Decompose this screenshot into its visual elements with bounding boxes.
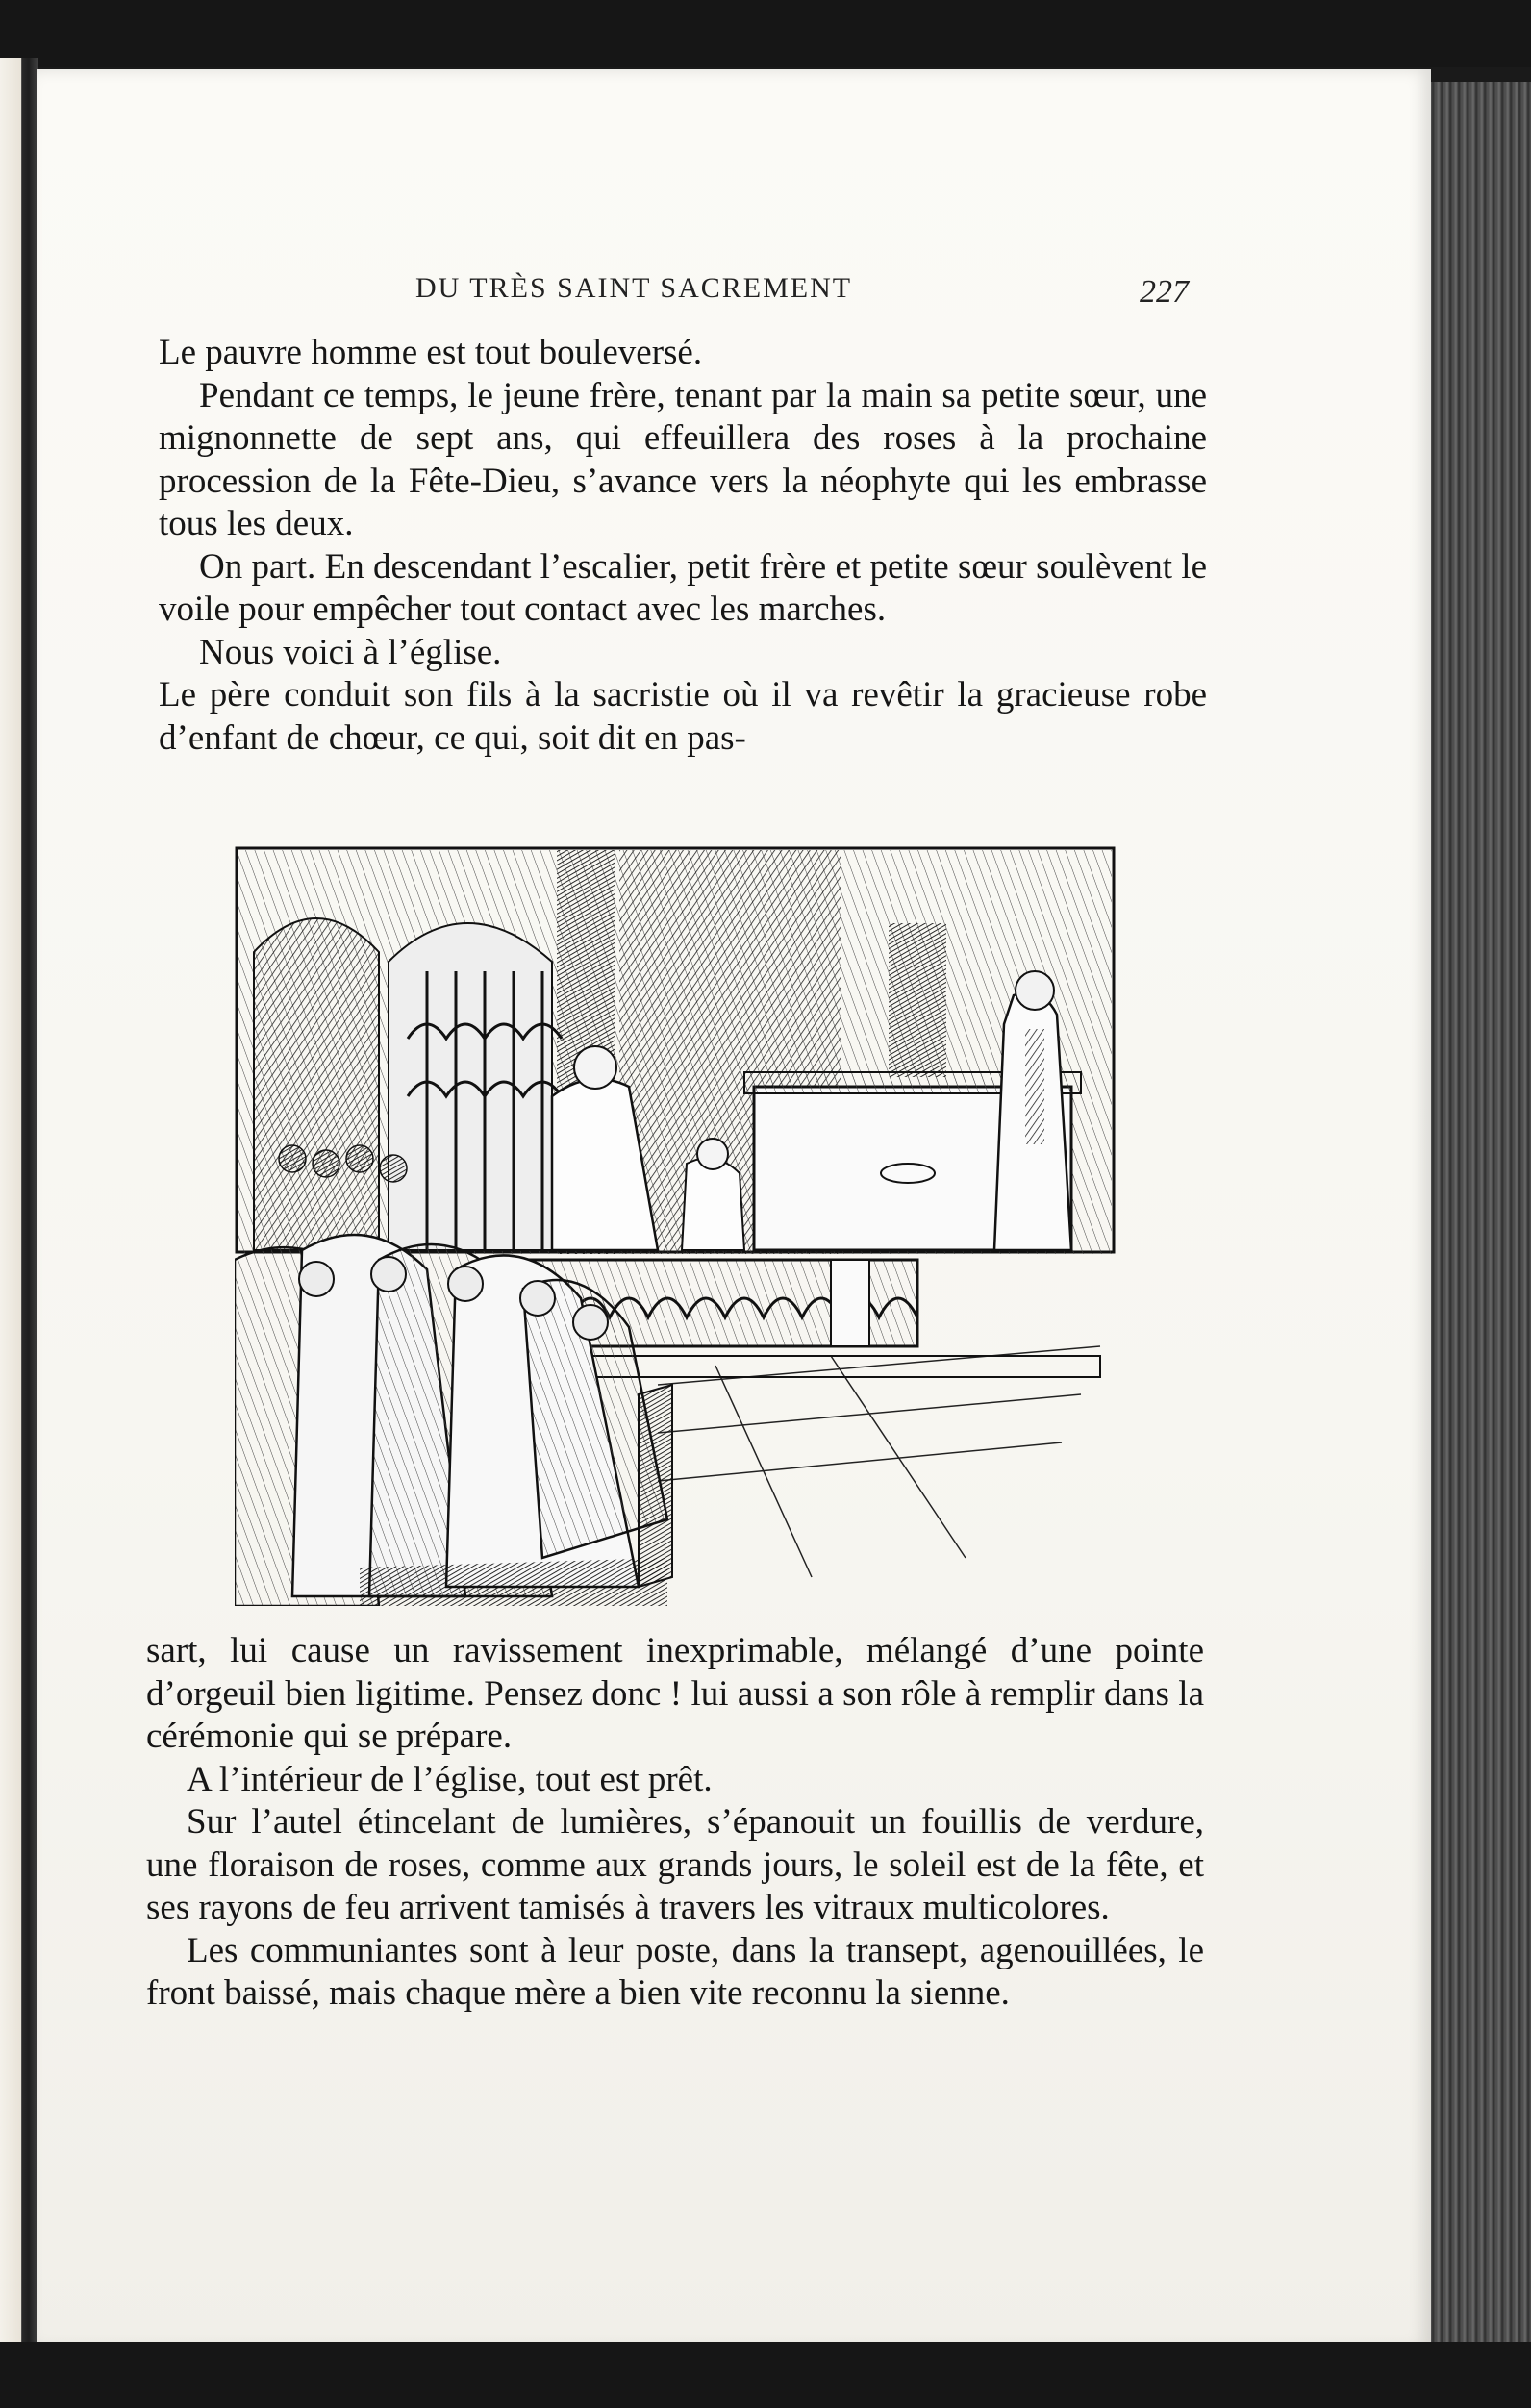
paragraph: Le pauvre homme est tout bouleversé. [159,333,703,372]
page-stack-edges [1418,82,1531,2370]
engraving-first-communion-illustration [235,846,1116,1606]
body-text-bottom [146,1630,1204,2016]
paragraph: Les communiantes sont à leur poste, dans la transept, agenouillées, le front baissé, mais chaque mère a bien vite reconnu la sienne. [146,1930,1204,2013]
scan-frame-bottom [0,2342,1531,2408]
body-text-top [159,332,1207,760]
scan-frame-top [0,0,1531,67]
paragraph: A l’intérieur de l’église, tout est prêt. [187,1759,713,1799]
paragraph: sart, lui cause un ravissement inexprimable, mélangé d’une pointe d’orgeuil bien ligitime. Pensez donc ! lui aussi a son rôle à remplir dans la cérémonie qui se prépare. [146,1631,1204,1756]
paragraph: Pendant ce temps, le jeune frère, tenant par la main sa petite sœur, une mignonnette de sept ans, qui effeuillera des roses à la prochaine procession de la Fête-Dieu, s’avance vers la néophyte qui les embrasse tous les deux. [159,375,1207,543]
left-page-edge [0,58,38,2356]
paragraph: Le père conduit son fils à la sacristie où il va revêtir la gracieuse robe d’enfant de chœur, ce qui, soit dit en pas- [159,675,1207,758]
paragraph: Nous voici à l’église. [199,632,502,672]
paragraph: Sur l’autel étincelant de lumières, s’épanouit un fouillis de verdure, une floraison de roses, comme aux grands jours, le soleil est de la fête, et ses rayons de feu arrivent tamisés à travers les vitraux multicolores. [146,1802,1204,1927]
running-title: DU TRÈS SAINT SACREMENT [415,272,853,304]
paragraph: On part. En descendant l’escalier, petit frère et petite sœur soulèvent le voile pour empêcher tout contact avec les marches. [159,546,1207,629]
page-number: 227 [1140,274,1189,310]
